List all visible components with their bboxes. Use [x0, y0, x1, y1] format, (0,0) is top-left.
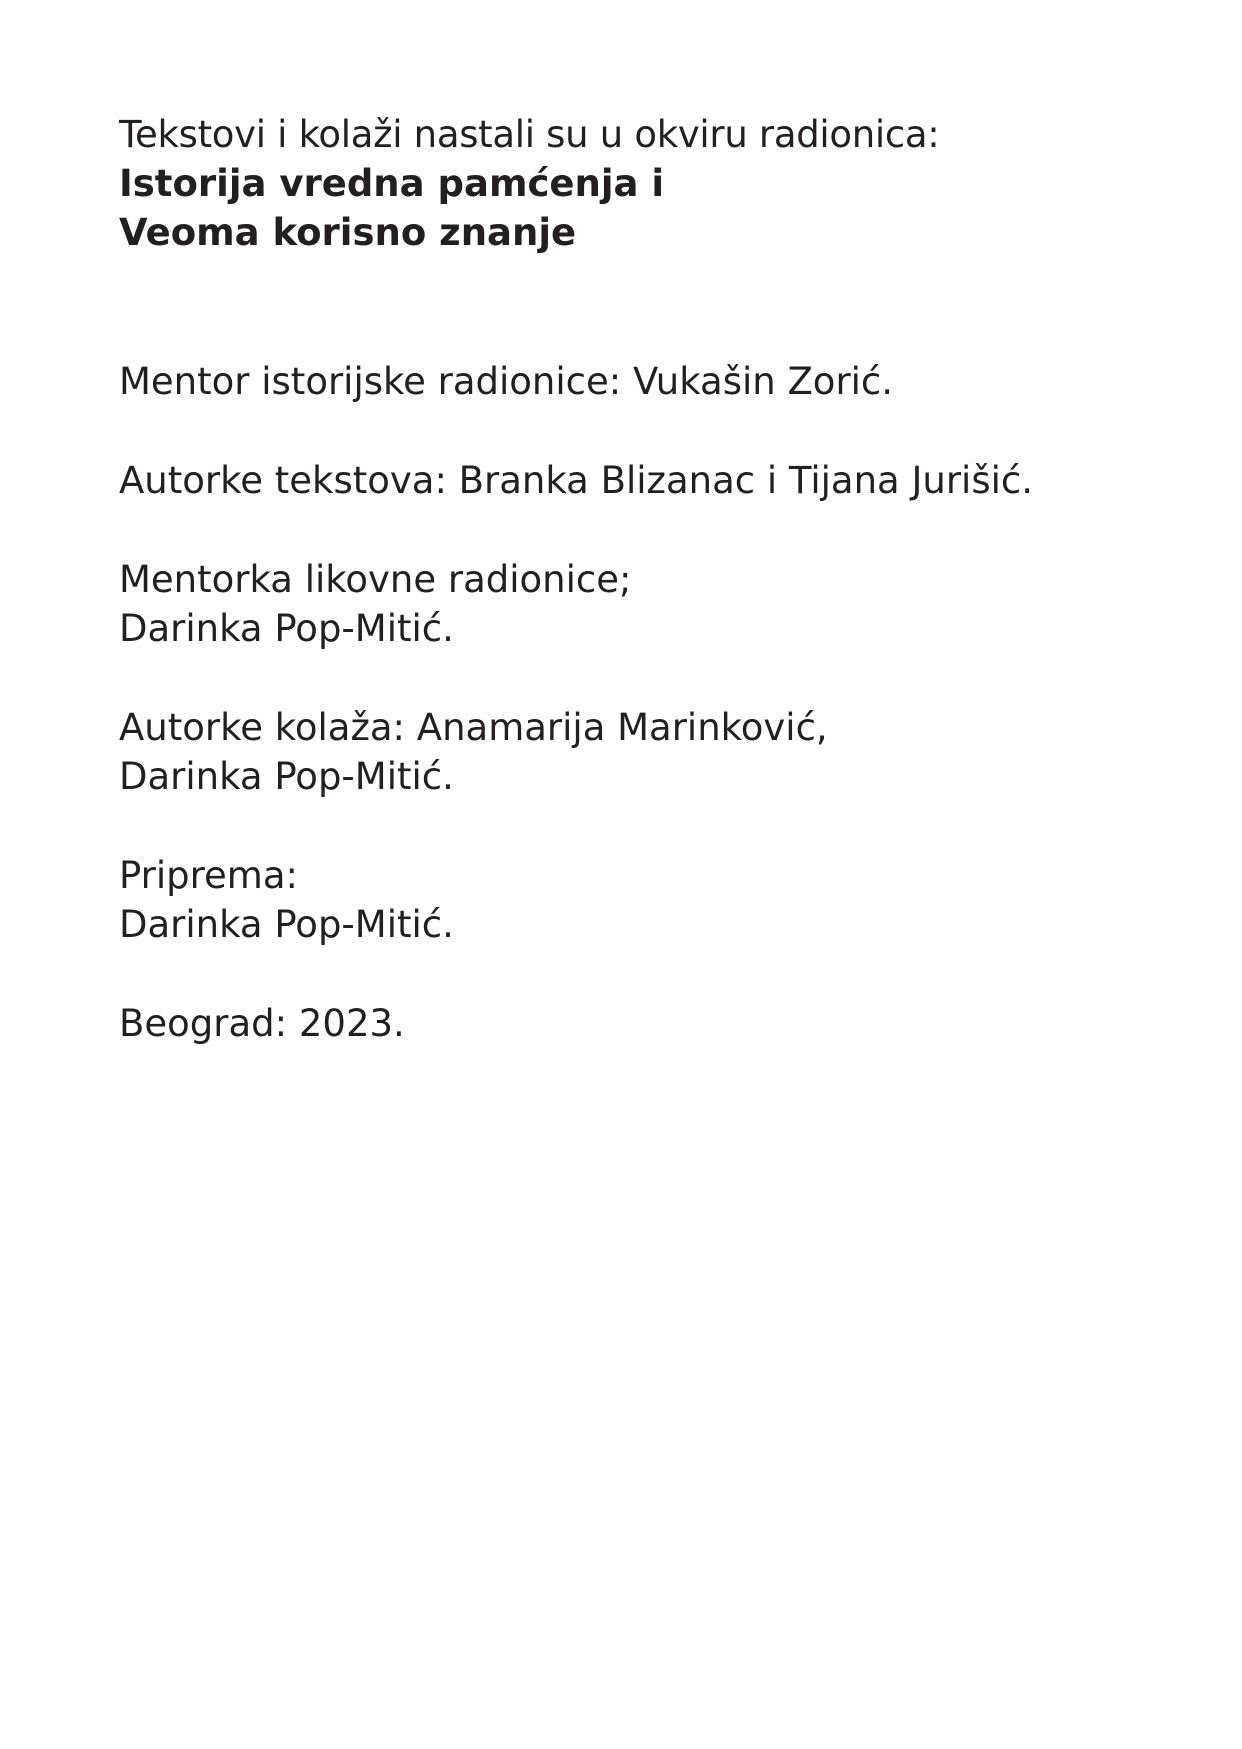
collage-authors-name: Darinka Pop-Mitić. [119, 755, 454, 798]
art-mentor-label: Mentorka likovne radionice; [119, 558, 632, 601]
workshop-title-1: Istorija vredna pamćenja i [119, 162, 665, 205]
art-mentor-name: Darinka Pop-Mitić. [119, 607, 454, 650]
credits-block [119, 110, 1119, 1048]
preparation-name: Darinka Pop-Mitić. [119, 903, 454, 946]
spacer [119, 801, 1119, 851]
intro-line: Tekstovi i kolaži nastali su u okviru radionica: [119, 113, 940, 156]
spacer [119, 949, 1119, 999]
workshop-title-2: Veoma korisno znanje [119, 211, 577, 254]
spacer [119, 257, 1119, 357]
spacer [119, 505, 1119, 555]
text-authors-line: Autorke tekstova: Branka Blizanac i Tijana Jurišić. [119, 459, 1033, 502]
spacer [119, 653, 1119, 703]
history-mentor-line: Mentor istorijske radionice: Vukašin Zorić. [119, 360, 894, 403]
preparation-label: Priprema: [119, 854, 298, 897]
place-year-line: Beograd: 2023. [119, 1002, 405, 1045]
collage-authors-label: Autorke kolaža: Anamarija Marinković, [119, 706, 828, 749]
spacer [119, 406, 1119, 456]
